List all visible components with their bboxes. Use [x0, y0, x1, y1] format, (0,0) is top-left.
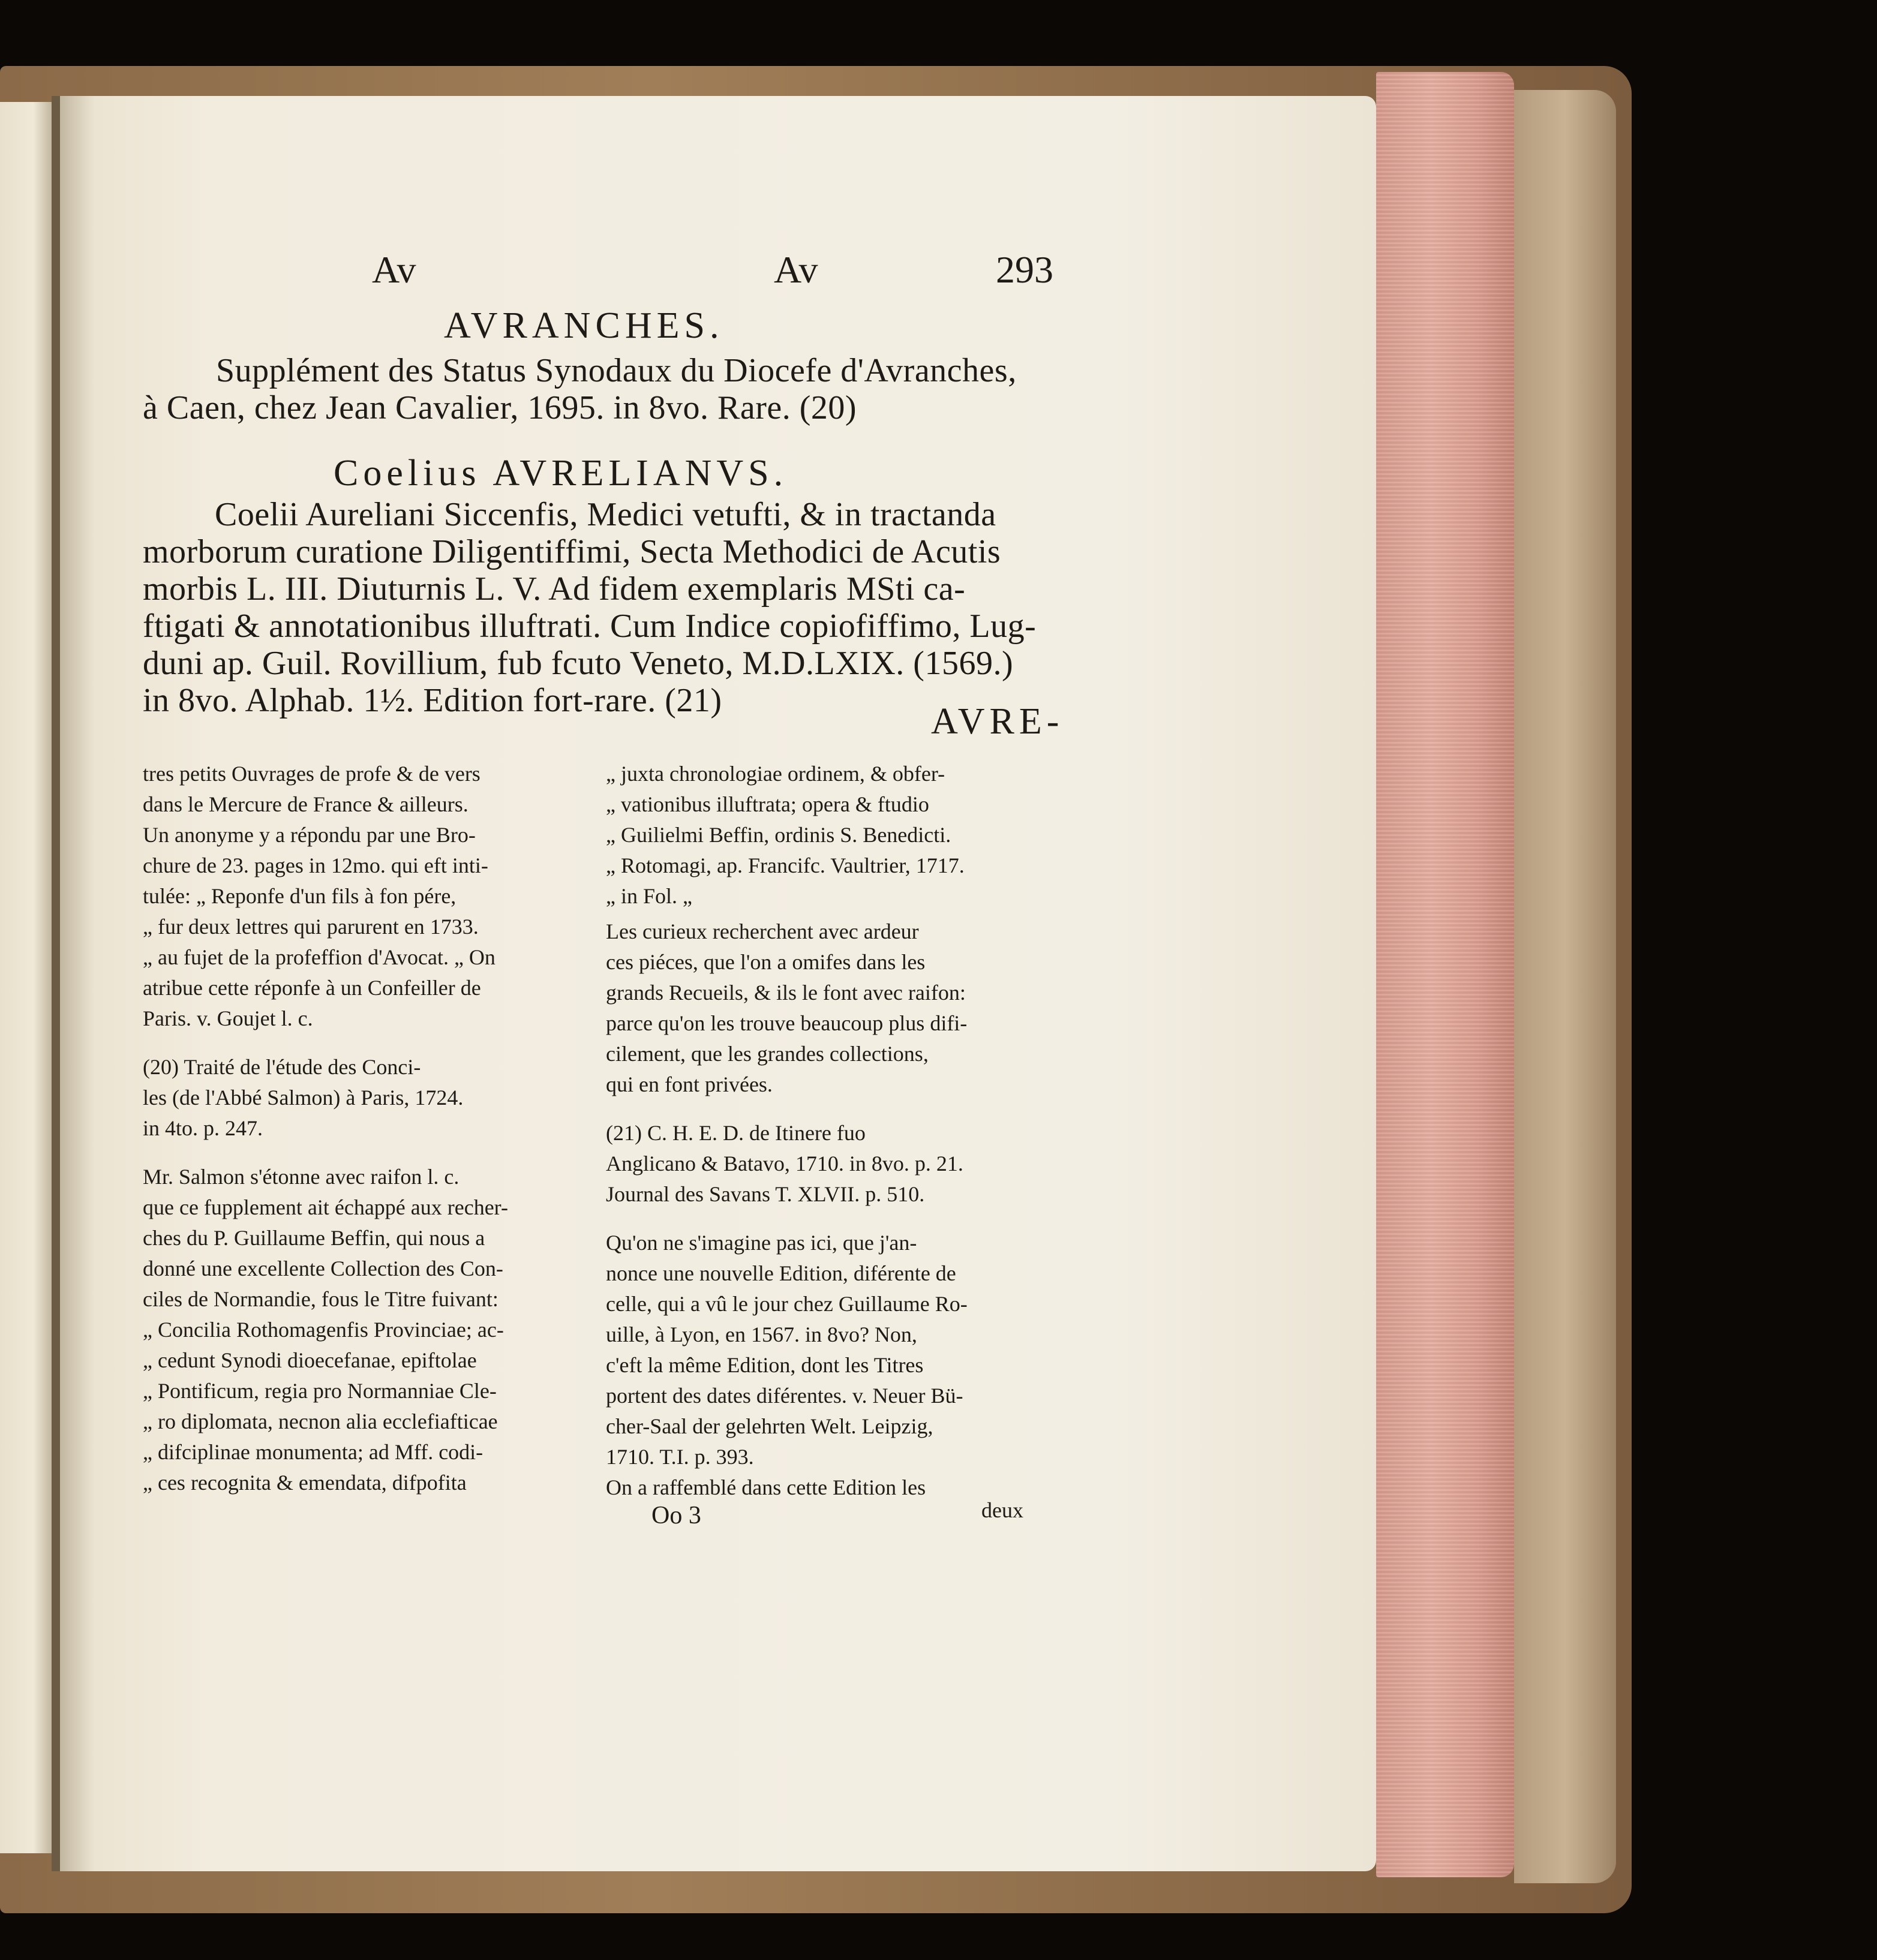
note-line: „ cedunt Synodi dioecefanae, epiftolae	[143, 1348, 477, 1372]
entry-line: ftigati & annotationibus illuftrati. Cum Indice copiofiffimo, Lug-	[143, 608, 1037, 645]
note-line: les (de l'Abbé Salmon) à Paris, 1724.	[143, 1086, 464, 1110]
note-line: nonce une nouvelle Edition, diférente de	[606, 1261, 956, 1285]
page-edges	[1376, 72, 1514, 1877]
entry-title-avranches: AVRANCHES.	[444, 305, 724, 346]
note-line: uille, à Lyon, en 1567. in 8vo? Non,	[606, 1322, 917, 1346]
note-line: qui en font privées.	[606, 1072, 773, 1096]
note-line: „ in Fol. „	[606, 884, 692, 908]
note-line: atribue cette réponfe à un Confeiller de	[143, 976, 481, 1000]
note-line: (21) C. H. E. D. de Itinere fuo	[606, 1121, 866, 1145]
note-line: tres petits Ouvrages de profe & de vers	[143, 762, 480, 786]
note-line: „ Rotomagi, ap. Francifc. Vaultrier, 1717.	[606, 853, 965, 877]
note-line: „ Guilielmi Beffin, ordinis S. Benedicti.	[606, 823, 951, 847]
entry-line: morborum curatione Diligentiffimi, Secta Methodici de Acutis	[143, 533, 1001, 570]
note-line: Qu'on ne s'imagine pas ici, que j'an-	[606, 1231, 917, 1255]
running-head-center: Av	[774, 248, 818, 291]
note-line: cilement, que les grandes collections,	[606, 1042, 929, 1066]
note-line: in 4to. p. 247.	[143, 1116, 263, 1140]
note-line: ciles de Normandie, fous le Titre fuivant:	[143, 1287, 498, 1311]
catchword-top: AVRE-	[931, 701, 1064, 742]
note-line: „ ro diplomata, necnon alia ecclefiafticae	[143, 1409, 498, 1433]
note-line: dans le Mercure de France & ailleurs.	[143, 792, 469, 816]
note-line: „ fur deux lettres qui parurent en 1733.	[143, 915, 479, 939]
note-line: Journal des Savans T. XLVII. p. 510.	[606, 1182, 925, 1206]
note-line: „ ces recognita & emendata, difpofita	[143, 1471, 467, 1495]
note-line: Les curieux recherchent avec ardeur	[606, 919, 919, 943]
note-line: cher-Saal der gelehrten Welt. Leipzig,	[606, 1414, 933, 1438]
entry-line: in 8vo. Alphab. 1½. Edition fort-rare. (21)	[143, 682, 722, 719]
note-line: „ vationibus illuftrata; opera & ftudio	[606, 792, 929, 816]
catchword-bottom: deux	[981, 1498, 1023, 1522]
note-line: donné une excellente Collection des Con-	[143, 1256, 503, 1280]
note-line: 1710. T.I. p. 393.	[606, 1445, 754, 1469]
note-line: (20) Traité de l'étude des Conci-	[143, 1055, 421, 1079]
note-line: „ difciplinae monumenta; ad Mff. codi-	[143, 1440, 483, 1464]
entry-line: Supplément des Status Synodaux du Diocefe d'Avranches,	[216, 352, 1017, 389]
note-line: „ Pontificum, regia pro Normanniae Cle-	[143, 1379, 497, 1403]
entry-title-aurelianus: Coelius AVRELIANVS.	[334, 453, 788, 494]
note-line: Anglicano & Batavo, 1710. in 8vo. p. 21.	[606, 1152, 963, 1176]
entry-line: morbis L. III. Diuturnis L. V. Ad fidem exemplaris MSti ca-	[143, 570, 966, 608]
note-line: „ juxta chronologiae ordinem, & obfer-	[606, 762, 945, 786]
entry-line: à Caen, chez Jean Cavalier, 1695. in 8vo. Rare. (20)	[143, 389, 857, 426]
note-line: chure de 23. pages in 12mo. qui eft inti-	[143, 853, 488, 877]
note-line: „ Concilia Rothomagenfis Provinciae; ac-	[143, 1318, 504, 1342]
note-line: ces piéces, que l'on a omifes dans les	[606, 950, 926, 974]
gutter	[52, 96, 60, 1871]
note-line: Paris. v. Goujet l. c.	[143, 1006, 313, 1030]
note-line: portent des dates diférentes. v. Neuer Bü-	[606, 1384, 963, 1408]
note-line: Mr. Salmon s'étonne avec raifon l. c.	[143, 1165, 460, 1189]
note-line: parce qu'on les trouve beaucoup plus difi-	[606, 1011, 968, 1035]
entry-line: duni ap. Guil. Rovillium, fub fcuto Veneto, M.D.LXIX. (1569.)	[143, 645, 1014, 682]
running-head-left: Av	[372, 248, 416, 291]
note-line: celle, qui a vû le jour chez Guillaume Ro-	[606, 1292, 968, 1316]
entry-line: Coelii Aureliani Siccenfis, Medici vetufti, & in tractanda	[215, 496, 996, 533]
note-line: On a raffemblé dans cette Edition les	[606, 1475, 926, 1499]
note-line: „ au fujet de la profeffion d'Avocat. „ On	[143, 945, 495, 969]
note-line: Un anonyme y a répondu par une Bro-	[143, 823, 476, 847]
back-board	[1514, 90, 1616, 1883]
signature-mark: Oo 3	[651, 1502, 701, 1529]
page-number: 293	[996, 248, 1053, 291]
note-line: c'eft la même Edition, dont les Titres	[606, 1353, 924, 1377]
left-page-edge	[0, 102, 55, 1853]
note-line: grands Recueils, & ils le font avec raifon:	[606, 981, 966, 1005]
note-line: que ce fupplement ait échappé aux recher-	[143, 1195, 508, 1219]
note-line: ches du P. Guillaume Beffin, qui nous a	[143, 1226, 485, 1250]
note-line: tulée: „ Reponfe d'un fils à fon pére,	[143, 884, 457, 908]
